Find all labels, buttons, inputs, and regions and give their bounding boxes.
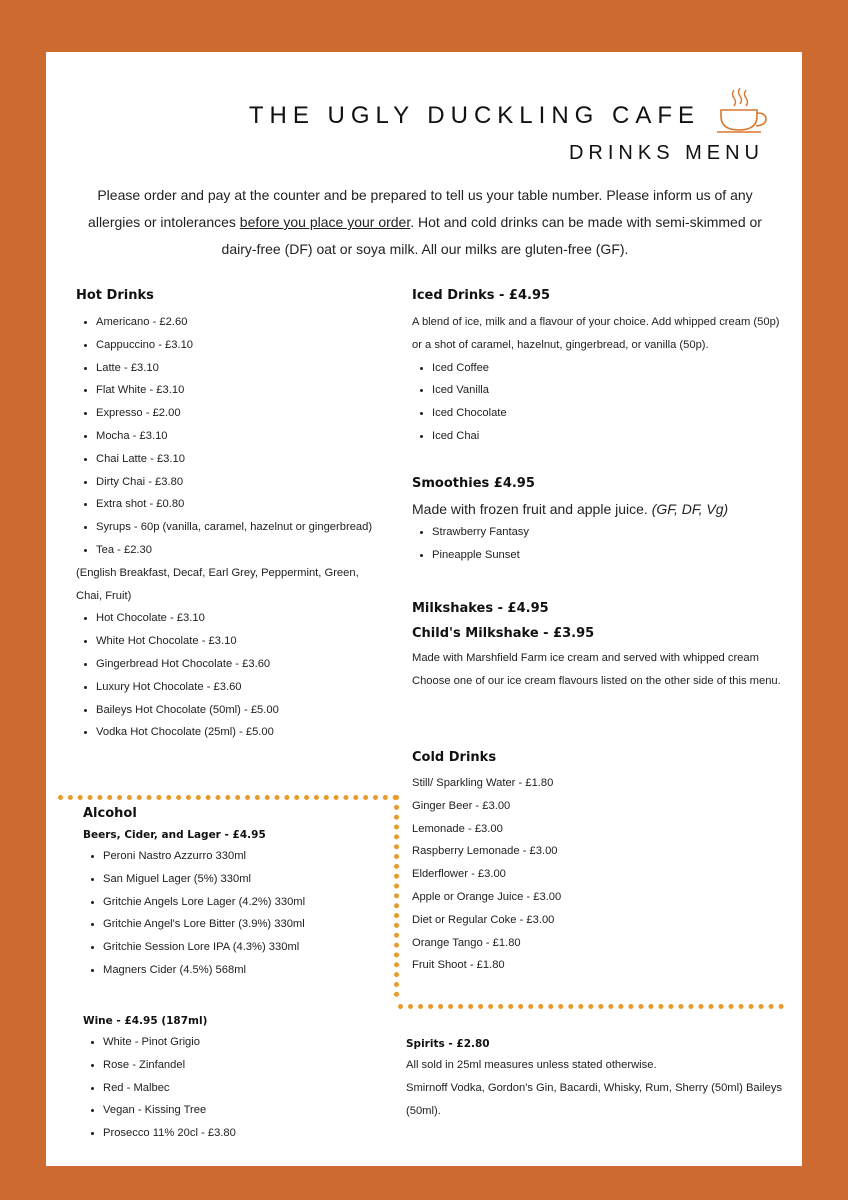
list-item: • Extra shot - £0.80 — [96, 493, 386, 516]
hot-drinks-section — [76, 288, 386, 744]
cold-drinks-list — [412, 772, 784, 977]
hot-chocolate-list — [76, 607, 386, 744]
list-item: • Strawberry Fantasy — [432, 521, 784, 544]
list-item: • Expresso - £2.00 — [96, 402, 386, 425]
dotted-divider-bottom — [398, 1004, 784, 1009]
hot-drinks-list — [76, 311, 386, 562]
list-item: • Baileys Hot Chocolate (50ml) - £5.00 — [96, 699, 386, 722]
smoothies-description — [412, 497, 784, 521]
list-item: • Vegan - Kissing Tree — [103, 1099, 383, 1122]
list-item: • Cappuccino - £3.10 — [96, 334, 386, 357]
list-item: • Pineapple Sunset — [432, 544, 784, 567]
list-item: • Peroni Nastro Azzurro 330ml — [103, 845, 383, 868]
intro-part1: Please order and pay at the counter and be prepared to tell us your table number. Please inform us of any allergies or intolerances — [88, 187, 753, 230]
list-item: • White - Pinot Grigio — [103, 1031, 383, 1054]
list-item: • San Miguel Lager (5%) 330ml — [103, 868, 383, 891]
list-item: • Dirty Chai - £3.80 — [96, 471, 386, 494]
list-item: Diet or Regular Coke - £3.00 — [412, 913, 555, 926]
smoothies-list — [412, 521, 784, 567]
list-item: • Gingerbread Hot Chocolate - £3.60 — [96, 653, 386, 676]
iced-drinks-heading: Iced Drinks - £4.95 — [412, 288, 551, 303]
list-item: • Gritchie Angels Lore Lager (4.2%) 330ml — [103, 891, 383, 914]
list-item: • Rose - Zinfandel — [103, 1054, 383, 1077]
tea-note: (English Breakfast, Decaf, Earl Grey, Peppermint, Green, Chai, Fruit) — [76, 566, 359, 602]
list-item: • Iced Chocolate — [432, 402, 784, 425]
list-item: • Magners Cider (4.5%) 568ml — [103, 959, 383, 982]
list-item: Elderflower - £3.00 — [412, 868, 506, 881]
list-item: Ginger Beer - £3.00 — [412, 799, 511, 812]
coffee-cup-icon — [716, 86, 768, 136]
milkshakes-section — [412, 601, 784, 693]
smoothies-desc-text: Made with frozen fruit and apple juice. — [412, 501, 652, 517]
list-item: • Gritchie Session Lore IPA (4.3%) 330ml — [103, 936, 383, 959]
list-item: Raspberry Lemonade - £3.00 — [412, 845, 558, 858]
list-item: • Red - Malbec — [103, 1077, 383, 1100]
list-item: Orange Tango - £1.80 — [412, 936, 521, 949]
spirits-list: Smirnoff Vodka, Gordon's Gin, Bacardi, Whisky, Rum, Sherry (50ml) Baileys (50ml). — [406, 1081, 783, 1117]
beers-heading: Beers, Cider, and Lager - £4.95 — [83, 829, 266, 841]
iced-drinks-list — [412, 357, 784, 448]
cold-drinks-heading: Cold Drinks — [412, 750, 497, 765]
smoothies-section — [412, 476, 784, 567]
list-item: • Latte - £3.10 — [96, 357, 386, 380]
list-item: • Vodka Hot Chocolate (25ml) - £5.00 — [96, 721, 386, 744]
list-item: • Syrups - 60p (vanilla, caramel, hazelnut or gingerbread) — [96, 516, 386, 539]
cold-drinks-section — [412, 750, 784, 977]
list-item: Fruit Shoot - £1.80 — [412, 959, 505, 972]
list-item: • Tea - £2.30 — [96, 539, 386, 562]
spirits-note: All sold in 25ml measures unless stated otherwise. — [406, 1059, 657, 1071]
dotted-divider-top — [58, 795, 398, 800]
list-item: • Iced Vanilla — [432, 379, 784, 402]
spirits-heading: Spirits - £2.80 — [406, 1038, 490, 1050]
list-item: • Gritchie Angel's Lore Bitter (3.9%) 330ml — [103, 913, 383, 936]
smoothies-heading: Smoothies £4.95 — [412, 476, 535, 491]
list-item: • Chai Latte - £3.10 — [96, 448, 386, 471]
list-item: Lemonade - £3.00 — [412, 822, 503, 835]
intro-part2: . Hot and cold drinks can be made with semi-skimmed or dairy-free (DF) oat or soya milk. All our milks are gluten-free (GF). — [221, 214, 762, 257]
list-item: • Iced Coffee — [432, 357, 784, 380]
list-item: • Flat White - £3.10 — [96, 379, 386, 402]
list-item: • Luxury Hot Chocolate - £3.60 — [96, 676, 386, 699]
alcohol-heading: Alcohol — [83, 806, 137, 821]
spirits-section — [406, 1038, 784, 1122]
list-item: • Prosecco 11% 20cl - £3.80 — [103, 1122, 383, 1145]
wine-list — [83, 1031, 383, 1145]
childs-milkshake-heading: Child's Milkshake - £3.95 — [412, 626, 595, 641]
iced-drinks-section — [412, 288, 784, 448]
list-item: • Americano - £2.60 — [96, 311, 386, 334]
smoothies-diet-tags: (GF, DF, Vg) — [651, 501, 729, 517]
dotted-divider-vertical — [394, 795, 399, 997]
wine-heading: Wine - £4.95 (187ml) — [83, 1015, 208, 1027]
list-item: • Iced Chai — [432, 425, 784, 448]
list-item: • White Hot Chocolate - £3.10 — [96, 630, 386, 653]
menu-page — [46, 52, 802, 1166]
list-item: Apple or Orange Juice - £3.00 — [412, 890, 562, 903]
list-item: Still/ Sparkling Water - £1.80 — [412, 777, 554, 789]
beers-list — [83, 845, 383, 982]
hot-drinks-heading: Hot Drinks — [76, 288, 154, 303]
list-item: • Mocha - £3.10 — [96, 425, 386, 448]
intro-text — [84, 182, 766, 263]
intro-underlined: before you place your order — [239, 214, 411, 230]
iced-description: A blend of ice, milk and a flavour of your choice. Add whipped cream (50p) or a shot of caramel, hazelnut, gingerbread, or vanilla (50p). — [412, 316, 780, 351]
list-item: • Hot Chocolate - £3.10 — [96, 607, 386, 630]
milkshakes-heading: Milkshakes - £4.95 — [412, 601, 549, 616]
menu-subtitle: DRINKS MENU — [568, 142, 764, 164]
milkshakes-description: Made with Marshfield Farm ice cream and served with whipped cream Choose one of our ice cream flavours listed on the other side of this menu. — [412, 652, 781, 687]
wine-section — [83, 1015, 383, 1145]
cafe-title: THE UGLY DUCKLING CAFE — [248, 102, 700, 129]
alcohol-section — [83, 806, 383, 982]
